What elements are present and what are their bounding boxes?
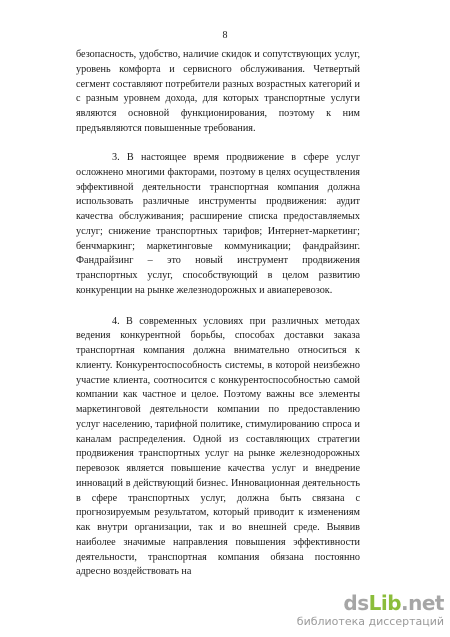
paragraph-item-4: 4. В современных условиях при различных методах ведения конкурентной борьбы, способах доставки заказа транспортная компания должна внимательно относиться к клиенту. Конкурентоспособность системы, в которой неизбежно участие клиента, соотносится с конкурентоспособностью самой компании как частное и целое. Поэтому важны все элементы маркетинговой деятельности компании по предоставлению услуг населению, тарифной политике, стимулированию спроса и каналам распределения. Одной из составляющих стратегии продвижения транспортных услуг на рынке железнодорожных перевозок является повышение качества услуг и внедрение инноваций в действующий бизнес. Инновационная деятельность в сфере транспортных услуг, должна быть связана с прогнозируемым результатом, который приводит к изменениям как внутри организации, так и во внешней среде. Выявив наиболее значимые направления повышения эффективности деятельности, транспортная компания обязана постоянно адресно воздействовать на <box>76 315 360 578</box>
document-body <box>76 48 360 580</box>
dslib-logo <box>343 592 444 614</box>
watermark-caption: библиотека диссертаций <box>296 615 444 628</box>
logo-lib: Lib <box>368 591 402 615</box>
page-number: 8 <box>222 30 228 41</box>
logo-net: .net <box>401 591 444 615</box>
paragraph-item-3: 3. В настоящее время продвижение в сфере услуг осложнено многими факторами, поэтому в целях осуществления эффективной деятельности транспортная компания должна использовать различные инструменты продвижения: аудит качества обслуживания; расширение списка предоставляемых услуг; снижение транспортных тарифов; Интернет-маркетинг; бенчмаркинг; маркетинговые коммуникации; фандрайзинг. Фандрайзинг – это новый инструмент продвижения транспортных услуг, способствующий в целом развитию конкуренции на рынке железнодорожных и авиаперевозок. <box>76 152 360 296</box>
paragraph-continuation: безопасность, удобство, наличие скидок и сопутствующих услуг, уровень комфорта и сервисного обслуживания. Четвертый сегмент составляют потребители разных возрастных категорий и с разным уровнем дохода, для которых транспортные услуги являются основной функционирования, поэтому к ним предъявляются повышенные требования. <box>76 49 360 134</box>
logo-ds: ds <box>343 591 369 615</box>
dslib-watermark <box>296 591 450 632</box>
